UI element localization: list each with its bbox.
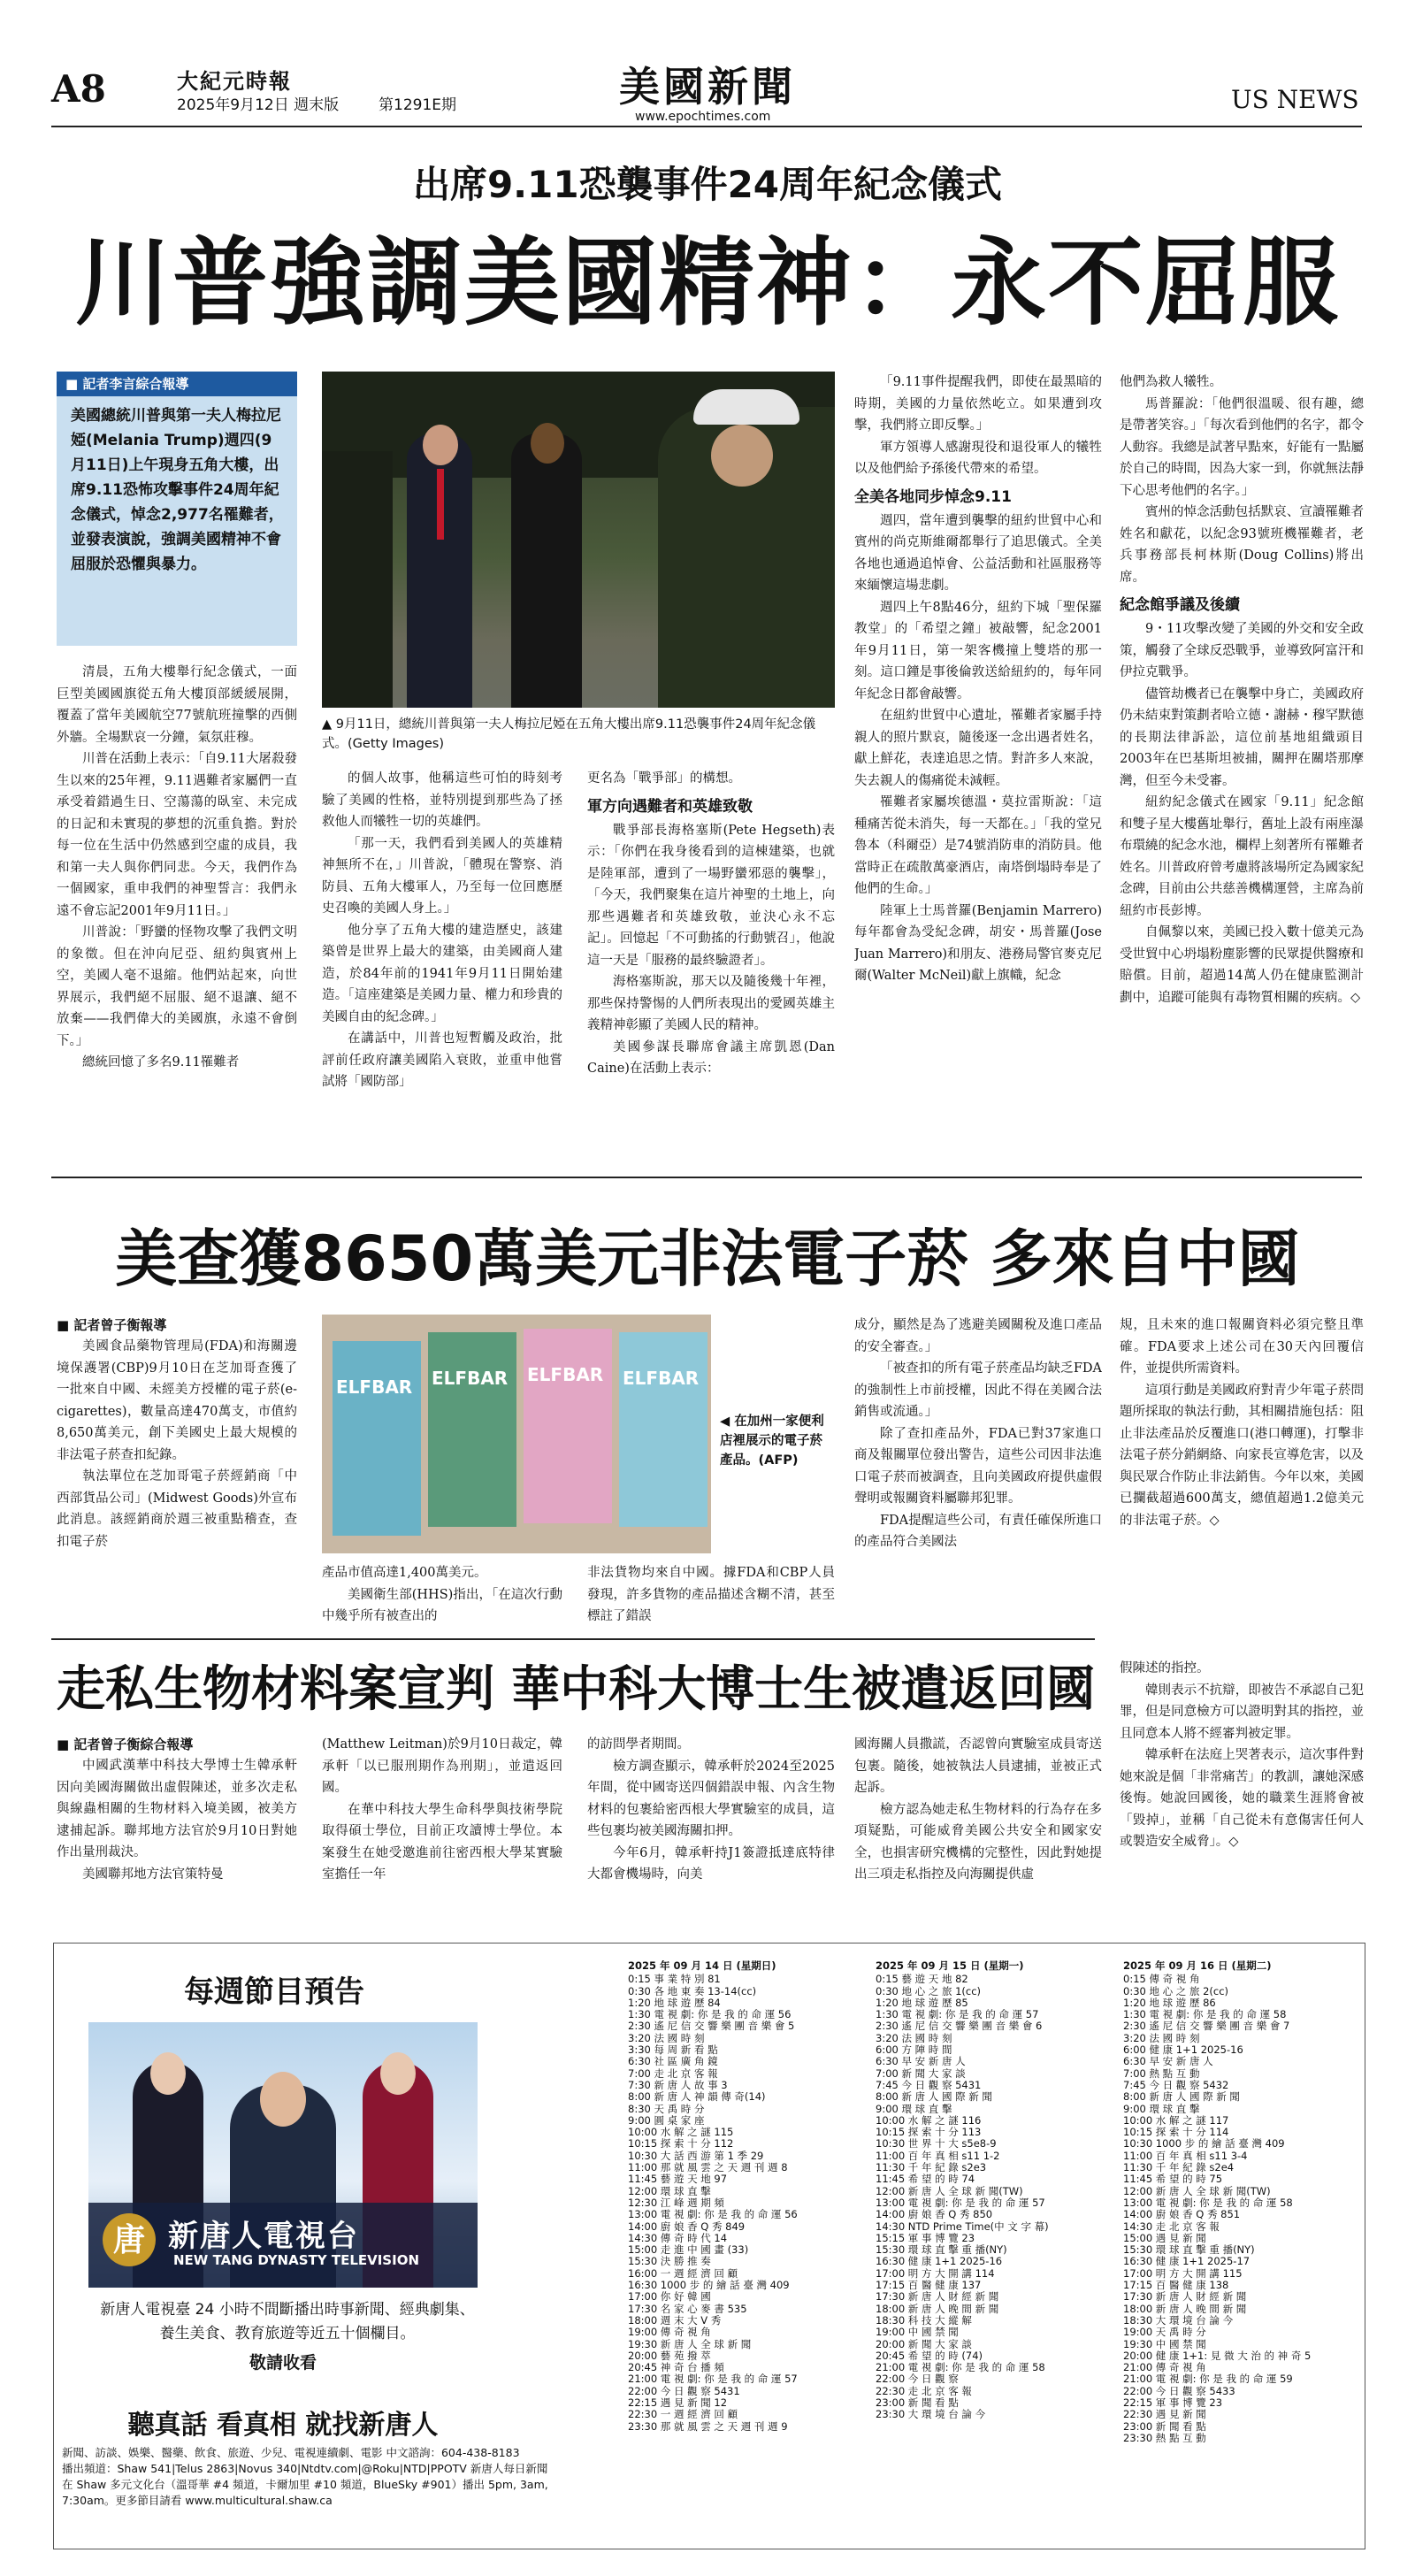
art1-byline: ■ 記者李言綜合報導	[57, 372, 297, 396]
schedule-row: 7:30 新 唐 人 故 事 3	[628, 2078, 728, 2091]
schedule-row: 7:00 新 聞 大 家 談	[876, 2066, 966, 2080]
divider-1	[51, 1177, 1362, 1178]
schedule-row: 18:00 週 末 大 V 秀	[628, 2313, 722, 2327]
art1-col1: 清晨，五角大樓舉行紀念儀式，一面巨型美國國旗從五角大樓頂部緩緩展開，覆蓋了當年美國航空77號航班撞擊的西側外牆。全場默哀一分鐘，氣氛莊穆。 川普在活動上表示：「自9.11大屠殺發生以來的25年裡，9.11遇難者家屬們一直承受着錯過生日、空蕩蕩的臥室、未完成的日記和未實現的夢想的沉重負擔。對於每一位在生活中仍然感到空虛的成員，我和第一夫人與你們同悲。今天，我們作為一個國家，重申我們的神聖誓言：我們永遠不會忘記2001年9月11日。」 川普說：「野蠻的怪物攻擊了我們文明的象徵。但在沖向尼亞、紐約與賓州上空，美國人毫不退縮。他們站起來，向世界展示，我們絕不屈服、絕不退讓、絕不放棄——我們偉大的美國旗，永遠不會倒下。」 總統回憶了多名9.11罹難者	[57, 665, 297, 1070]
header-rule	[51, 126, 1362, 127]
schedule-row: 7:45 今 日 觀 察 5432	[1123, 2078, 1229, 2091]
schedule-row: 8:30 天 禹 時 分	[628, 2102, 705, 2115]
schedule-row: 17:00 明 方 大 開 講 114	[876, 2266, 995, 2280]
art3-col4: 國海關人員撒謊，否認曾向實驗室成員寄送包裹。隨後，她被執法人員逮捕，並被正式起訴。 檢方認為她走私生物材料的行為存在多項疑點，可能威脅美國公共安全和國家安全，也損害研究機構的完整性，因此對她提出三項走私指控及向海關提供虛	[854, 1737, 1102, 1882]
schedule-row: 14:00 廚 娘 香 Q 秀 850	[876, 2208, 993, 2221]
schedule-date: 2025 年 09 月 15 日 (星期一)	[876, 1960, 1024, 1972]
art2-col3: 非法貨物均來自中國。據FDA和CBP人員發現，許多貨物的產品描述含糊不清，甚至標註了錯誤	[587, 1566, 835, 1623]
schedule-day-3	[1123, 1960, 1357, 2491]
schedule-date: 2025 年 09 月 14 日 (星期日)	[628, 1960, 776, 1972]
schedule-row: 1:20 地 球 遊 歷 85	[876, 1996, 968, 2009]
art1-lead-box	[57, 372, 297, 646]
schedule-row: 22:30 走 北 京 客 報	[876, 2384, 972, 2397]
schedule-row: 0:15 傳 奇 視 角	[1123, 1973, 1200, 1986]
schedule-row: 22:00 今 日 觀 察 5431	[628, 2384, 740, 2397]
schedule-row: 19:00 傳 奇 視 角	[628, 2326, 711, 2339]
schedule-row: 22:15 遇 見 新 聞 12	[628, 2396, 728, 2409]
schedule-row: 21:00 電 視 劇: 你 是 我 的 命 運 59	[1123, 2373, 1293, 2386]
schedule-row: 6:00 方 陣 時 間	[876, 2043, 952, 2057]
schedule-row: 2:30 遙 尼 信 交 響 樂 團 音 樂 會 7	[1123, 2020, 1290, 2033]
ad-title: 每週節目預告	[184, 1974, 364, 2010]
schedule-row: 9:00 環 球 直 擊	[876, 2102, 952, 2115]
art2-col4: 成分，顯然是為了逃避美國關稅及進口產品的安全審查。」 「被查扣的所有電子菸產品均缺乏FDA的強制性上市前授權，因此不得在美國合法銷售或流通。」 除了查扣產品外，FDA已對37家進口商及報關單位發出警告，這些公司因非法進口電子菸而被調查，且向美國政府提供虛假聲明或報關資料屬聯邦犯罪。 FDA提醒這些公司，有責任確保所進口的產品符合美國法	[854, 1318, 1102, 1549]
product-label: ELFBAR	[623, 1368, 700, 1389]
art3-col5: 假陳述的指控。 韓則表示不抗辯，即被告不承認自己犯罪，但是同意檢方可以證明對其的指控，並且同意本人將不經審判被定罪。 韓承軒在法庭上哭著表示，這次事件對她來說是個「非常痛苦」的教訓，讓她深感後悔。她說回國後，她的職業生涯將會被「毀掉」，並稱「自己從未有意傷害任何人或製造安全威脅」。◇	[1120, 1661, 1364, 1849]
art3-col2: (Matthew Leitman)於9月10日裁定，韓承軒「以已服刑期作為刑期」，並遣返回國。 在華中科技大學生命科學與技術學院取得碩士學位，目前正攻讀博士學位。本案發生在她受邀進前往密西根大學某實驗室擔任一年	[322, 1737, 562, 1882]
schedule-row: 22:30 遇 見 新 聞	[1123, 2408, 1206, 2421]
ntd-logo-icon: 唐	[103, 2213, 156, 2266]
ad-info: 新聞、訪談、娛樂、醫藥、飲食、旅遊、少兒、電視連續劇、電影 中文諮詢：604-438-8183 播出頻道：Shaw 541|Telus 2863|Novus 340|Ntdtv.com|@Roku|NTD|PPOTV 新唐人每日新聞 在 Shaw 多元文化台（溫哥華 #4 頻道，卡爾加里 #10 頻道，BlueSky #901）播出 5pm, 3am, 7:30am。更多節目請看 www.multicultural.shaw.ca	[62, 2446, 548, 2507]
schedule-row: 10:15 探 索 十 分 113	[876, 2126, 982, 2139]
art1-col4: 「9.11事件提醒我們，即使在最黑暗的時期，美國的力量依然屹立。如果遭到攻擊，我們將立即反擊。」 軍方領導人感謝現役和退役軍人的犧牲以及他們給予孫後代帶來的希望。 全美各地同步悼念9.11 週四，當年遭到襲擊的紐約世貿中心和賓州的尚克斯維爾都舉行了追思儀式。全美各地也通過追悼會、公益活動和社區服務等來緬懷這場悲劇。 週四上午8點46分，紐約下城「聖保羅教堂」的「希望之鐘」被敲響，紀念2001年9月11日，第一架客機撞上雙塔的那一刻。這口鐘是事後倫敦送給紐約的，每年同年紀念日都會敲響。 在紐約世貿中心遺址，罹難者家屬手持親人的照片默哀，隨後逐一念出遇者姓名，獻上鮮花，表達追思之情。對許多人來說，失去親人的傷痛從未減輕。 罹難者家屬埃德溫・莫拉雷斯說：「這種痛苦從未消失，每一天都在。」「我的堂兄魯本（科爾亞）是74號消防車的消防員。他當時正在疏散萬豪酒店，南塔倒塌時奉是了他們的生命。」 陸軍上士馬普羅(Benjamin Marrero)每年都會為受紀念碑，胡安・馬普羅(Jose Juan Marrero)和朋友、港務局警官麥克尼爾(Walter McNeil)獻上旗幟，紀念	[854, 375, 1102, 983]
schedule-row: 22:15 軍 事 博 覽 23	[1123, 2396, 1223, 2409]
schedule-rows	[876, 1974, 1109, 2420]
schedule-row: 21:00 電 視 劇: 你 是 我 的 命 運 58	[876, 2361, 1045, 2374]
schedule-row: 10:00 水 解 之 謎 116	[876, 2113, 982, 2127]
schedule-row: 17:30 名 家 心 麥 書 535	[628, 2302, 747, 2315]
schedule-row: 9:00 環 球 直 擊	[1123, 2102, 1200, 2115]
schedule-row: 23:30 熱 點 互 動	[1123, 2431, 1206, 2444]
schedule-row: 18:30 科 技 大 縱 解	[876, 2313, 972, 2327]
product-label: ELFBAR	[336, 1376, 413, 1398]
schedule-row: 14:00 廚 娘 香 Q 秀 851	[1123, 2208, 1241, 2221]
schedule-row: 1:20 地 球 遊 歷 84	[628, 1996, 721, 2009]
schedule-row: 20:00 新 聞 大 家 談	[876, 2337, 972, 2350]
schedule-row: 6:30 早 安 新 唐 人	[1123, 2055, 1213, 2068]
art3-col3: 的訪問學者期間。 檢方調查顯示，韓承軒於2024至2025年間，從中國寄送四個錯誤申報、內含生物材料的包裹給密西根大學實驗室的成員，這些包裹均被美國海關扣押。 今年6月，韓承軒持J1簽證抵達底特律大都會機場時，向美	[587, 1737, 835, 1882]
schedule-row: 0:30 地 心 之 旅 2(cc)	[1123, 1984, 1229, 1997]
schedule-row: 16:30 1000 步 的 繪 話 臺 灣 409	[628, 2279, 790, 2292]
art1-col2: 的個人故事，他稱這些可怕的時刻考驗了美國的性格，並特別提到那些為了拯救他人而犧牲一切的英雄們。 「那一天，我們看到美國人的英雄精神無所不在，」川普說，「體現在警察、消防員、五角大樓軍人，乃至每一位回應歷史召喚的美國人身上。」 他分享了五角大樓的建造歷史，該建築曾是世界上最大的建築，由美國商人建造，於84年前的1941年9月11日開始建造。「這座建築是美國力量、權力和珍貴的美國自由的紀念碑。」 在講話中，川普也短暫觸及政治，批評前任政府讓美國陷入衰敗，並重申他嘗試將「國防部」	[322, 771, 562, 1089]
ad-photo	[88, 2022, 478, 2288]
schedule-row: 16:30 健 康 1+1 2025-17	[1123, 2255, 1251, 2268]
art3-byline: ■ 記者曾子衡綜合報導	[57, 1736, 194, 1752]
schedule-row: 10:30 世 界 十 大 s5e8-9	[876, 2137, 997, 2150]
schedule-row: 10:00 水 解 之 謎 117	[1123, 2113, 1229, 2127]
subhead-nationwide: 全美各地同步悼念9.11	[854, 487, 1012, 506]
schedule-row: 14:30 傳 奇 時 代 14	[628, 2231, 728, 2244]
product-label: ELFBAR	[432, 1368, 509, 1389]
schedule-row: 18:00 新 唐 人 晚 間 新 聞	[876, 2302, 999, 2315]
schedule-row: 13:00 電 視 劇: 你 是 我 的 命 運 57	[876, 2196, 1045, 2209]
art1-lead: 美國總統川普與第一夫人梅拉尼婭(Melania Trump)週四(9月11日)上午現身五角大樓，出席9.11恐怖攻擊事件24周年紀念儀式，悼念2,977名罹難者，並發表演說，強調美國精神不會屈服於恐懼與暴力。	[71, 407, 284, 573]
schedule-row: 11:30 千 年 紀 錄 s2e4	[1123, 2161, 1235, 2174]
schedule-row: 22:30 一 週 經 濟 回 顧	[628, 2408, 738, 2421]
schedule-row: 23:30 大 環 境 台 論 今	[876, 2408, 986, 2421]
schedule-row: 15:15 軍 事 博 覽 23	[876, 2231, 975, 2244]
schedule-row: 14:00 廚 娘 香 Q 秀 849	[628, 2220, 746, 2233]
schedule-row: 7:00 熱 點 互 動	[1123, 2066, 1200, 2080]
schedule-row: 22:00 今 日 觀 察 5433	[1123, 2384, 1235, 2397]
schedule-row: 15:30 環 球 直 擊 重 播(NY)	[876, 2243, 1007, 2257]
issue-number: 第1291E期	[379, 96, 457, 114]
schedule-row: 19:30 新 唐 人 全 球 新 聞	[628, 2337, 752, 2350]
schedule-row: 11:45 希 望 的 時 74	[876, 2173, 975, 2186]
schedule-row: 15:00 走 進 中 國 畫 (33)	[628, 2243, 749, 2257]
page-number: A8	[51, 67, 106, 111]
schedule-row: 17:15 百 醫 健 康 138	[1123, 2279, 1229, 2292]
art1-headline: 川普強調美國精神：永不屈服	[74, 227, 1340, 339]
paper-name: 大紀元時報	[177, 68, 292, 94]
schedule-row: 15:30 環 球 直 擊 重 播(NY)	[1123, 2243, 1255, 2257]
schedule-row: 15:00 遇 見 新 聞	[1123, 2231, 1206, 2244]
schedule-row: 18:00 新 唐 人 晚 間 新 聞	[1123, 2302, 1247, 2315]
schedule-row: 23:00 新 聞 看 點	[1123, 2419, 1206, 2433]
issue-date: 2025年9月12日 週末版	[177, 96, 340, 114]
art2-caption: ◀ 在加州一家便利店裡展示的電子菸產品。(AFP)	[720, 1414, 824, 1468]
art1-kicker: 出席9.11恐襲事件24周年紀念儀式	[412, 163, 1003, 206]
schedule-row: 11:45 希 望 的 時 75	[1123, 2173, 1223, 2186]
schedule-row: 21:00 傳 奇 視 角	[1123, 2361, 1206, 2374]
schedule-row: 15:30 決 勝 推 奏	[628, 2255, 711, 2268]
art1-photo	[322, 372, 835, 708]
schedule-row: 1:20 地 球 遊 歷 86	[1123, 1996, 1216, 2009]
schedule-row: 23:00 新 聞 看 點	[876, 2396, 959, 2409]
schedule-row: 13:00 電 視 劇: 你 是 我 的 命 運 56	[628, 2208, 798, 2221]
schedule-row: 12:00 新 唐 人 全 球 新 聞(TW)	[876, 2184, 1023, 2197]
schedule-day-2	[876, 1960, 1109, 2491]
schedule-row: 20:00 藝 苑 撥 萃	[628, 2349, 711, 2362]
art2-col1: ■ 記者曾子衡報導 美國食品藥物管理局(FDA)和海關邊境保護署(CBP)9月10日在芝加哥查獲了一批來自中國、未經美方授權的電子菸(e-cigarettes)，數量高達470萬支，市值約8,650萬美元，創下美國史上最大規模的非法電子菸查扣紀錄。 執法單位在芝加哥電子菸經銷商「中西部貨品公司」(Midwest Goods)外宣布此消息。該經銷商於週三被重點稽查，查扣電子菸	[57, 1315, 297, 1624]
schedule-row: 7:45 今 日 觀 察 5431	[876, 2078, 982, 2091]
art2-byline: ■ 記者曾子衡報導	[57, 1317, 167, 1333]
schedule-row: 3:20 法 國 時 刻	[1123, 2031, 1200, 2044]
ad-watch: 敬請收看	[249, 2353, 317, 2373]
subhead-military: 軍方向遇難者和英雄致敬	[587, 797, 753, 816]
schedule-row: 11:45 藝 遊 天 地 97	[628, 2173, 728, 2186]
schedule-row: 1:30 電 視 劇: 你 是 我 的 命 運 58	[1123, 2008, 1287, 2021]
schedule-row: 17:00 明 方 大 開 講 115	[1123, 2266, 1243, 2280]
subhead-memorial: 紀念館爭議及後續	[1120, 596, 1240, 614]
schedule-row: 22:00 今 日 觀 察	[876, 2373, 959, 2386]
schedule-row: 8:00 新 唐 人 神 韻 傳 奇(14)	[628, 2090, 766, 2104]
art1-col5: 他們為救人犧牲。 馬普羅說：「他們很溫暖、很有趣，總是帶著笑容。」「每次看到他們的名字，都令人動容。我總是試著早點來，好能有一點屬於自己的時間，因為大家一到，你就無法靜下心思考他們的名字。」 賓州的悼念活動包括默哀、宣讀罹難者姓名和獻花，以紀念93號班機罹難者，老兵事務部長柯林斯(Doug Collins)將出席。 紀念館爭議及後續 9・11攻擊改變了美國的外交和安全政策，觸發了全球反恐戰爭，並導致阿富汗和伊拉克戰爭。 儘管劫機者已在襲擊中身亡，美國政府仍未結束對策劃者哈立德・謝赫・穆罕默德的長期法律訴訟，這位前基地組織頭目2003年在巴基斯坦被捕，關押在關塔那摩灣，但至今未受審。 紐約紀念儀式在國家「9.11」紀念館和雙子星大樓舊址舉行，舊址上設有兩座瀑布環繞的紀念水池，欄桿上刻著所有罹難者姓名。川普政府曾考慮將該場所定為國家紀念碑，目前由公共慈善機構運營，主席為前紐約市長彭博。 自佩黎以來，美國已投入數十億美元為受世貿中心坍塌粉塵影響的民眾提供醫療和賠償。目前，超過14萬人仍在健康監測計劃中，追蹤可能與有毒物質相關的疾病。◇	[1120, 375, 1364, 1005]
schedule-row: 2:30 遙 尼 信 交 響 樂 團 音 樂 會 5	[628, 2020, 795, 2033]
schedule-row: 1:30 電 視 劇: 你 是 我 的 命 運 57	[876, 2008, 1039, 2021]
schedule-row: 10:30 1000 步 的 繪 話 臺 灣 409	[1123, 2137, 1285, 2150]
product-label: ELFBAR	[527, 1364, 604, 1385]
schedule-row: 20:45 神 奇 台 播 頻	[628, 2361, 724, 2374]
schedule-row: 6:00 健 康 1+1 2025-16	[1123, 2043, 1243, 2057]
schedule-row: 19:00 天 禹 時 分	[1123, 2326, 1206, 2339]
ad-slogan: 聽真話 看真相 就找新唐人	[127, 2410, 439, 2441]
schedule-row: 13:00 電 視 劇: 你 是 我 的 命 運 58	[1123, 2196, 1293, 2209]
schedule-row: 7:00 走 北 京 客 報	[628, 2066, 718, 2080]
schedule-rows	[628, 1974, 861, 2433]
schedule-row: 19:00 中 國 禁 聞	[876, 2326, 959, 2339]
schedule-row: 3:20 法 國 時 刻	[876, 2031, 952, 2044]
art3-col1: ■ 記者曾子衡綜合報導 中國武漢華中科技大學博士生韓承軒因向美國海關做出虛假陳述，並多次走私與線蟲相關的生物材料入境美國，被美方逮捕起訴。聯邦地方法官於9月10日對她作出量刑裁決。 美國聯邦地方法官策特曼	[57, 1734, 297, 1928]
schedule-row: 17:30 新 唐 人 財 經 新 聞	[876, 2290, 999, 2304]
schedule-row: 11:00 百 年 真 相 s11 1-2	[876, 2149, 1000, 2162]
schedule-row: 0:15 事 業 特 別 81	[628, 1973, 721, 1986]
ntd-logo-cn: 新唐人電視台	[168, 2219, 359, 2254]
divider-2	[51, 1638, 1095, 1640]
schedule-row: 10:30 大 話 西 游 第 1 季 29	[628, 2149, 764, 2162]
schedule-row: 8:00 新 唐 人 國 際 新 聞	[876, 2090, 992, 2104]
art2-col5: 規，且未來的進口報關資料必須完整且準確。FDA要求上述公司在30天內回覆信件，並提供所需資料。 這項行動是美國政府對青少年電子菸問題所採取的執法行動，其相關措施包括：阻止非法產品於反覆進口(港口轉運)，打擊非法電子菸分銷網絡、向家長宣導危害，以及與民眾合作防止非法銷售。今年以來，美國已攔截超過600萬支，總值超過1.2億美元的非法電子菸。◇	[1120, 1318, 1364, 1528]
section-title: 美國新聞	[619, 63, 796, 111]
art2-col2: 產品市值高達1,400萬美元。 美國衛生部(HHS)指出，「在這次行動中幾乎所有被查出的	[322, 1566, 562, 1623]
schedule-row: 6:30 早 安 新 唐 人	[876, 2055, 966, 2068]
schedule-row: 16:30 健 康 1+1 2025-16	[876, 2255, 1003, 2268]
schedule-row: 1:30 電 視 劇: 你 是 我 的 命 運 56	[628, 2008, 792, 2021]
schedule-row: 11:00 那 就 風 雲 之 天 週 刊 週 8	[628, 2161, 788, 2174]
schedule-row: 14:30 NTD Prime Time(中 文 字 幕)	[876, 2220, 1049, 2233]
schedule-row: 10:15 探 索 十 分 114	[1123, 2126, 1229, 2139]
schedule-row: 10:00 水 解 之 謎 115	[628, 2126, 734, 2139]
person-melania	[511, 433, 582, 708]
schedule-row: 12:00 新 唐 人 全 球 新 聞(TW)	[1123, 2184, 1271, 2197]
schedule-row: 23:30 那 就 風 雲 之 天 週 刊 週 9	[628, 2419, 788, 2433]
schedule-row: 3:30 每 周 新 看 點	[628, 2043, 718, 2057]
schedule-row: 0:30 地 心 之 旅 1(cc)	[876, 1984, 982, 1997]
schedule-rows	[1123, 1974, 1357, 2444]
schedule-row: 17:00 你 好 韓 國	[628, 2290, 711, 2304]
art1-col3: 更名為「戰爭部」的構想。 軍方向遇難者和英雄致敬 戰爭部長海格塞斯(Pete Hegseth)表示：「你們在我身後看到的這棟建築，也就是陸軍部，遭到了一場野蠻邪惡的襲擊」，「今天，我們聚集在這片神聖的土地上，向那些遇難者和英雄致敬，並決心永不忘記」。回憶起「不可動搖的行動號召」，他說這一天是「服務的最終驗證者」。 海格塞斯說，那天以及隨後幾十年裡，那些保持警惕的人們所表現出的愛國英雄主義精神彰顯了美國人民的精神。 美國參謀長聯席會議主席凱恩(Dan Caine)在活動上表示：	[587, 771, 835, 1076]
schedule-row: 12:30 江 峰 週 期 頻	[628, 2196, 724, 2209]
schedule-row: 18:30 大 環 境 台 論 今	[1123, 2313, 1234, 2327]
schedule-row: 16:00 一 週 經 濟 回 顧	[628, 2266, 738, 2280]
schedule-row: 19:30 中 國 禁 聞	[1123, 2337, 1206, 2350]
schedule-row: 11:00 百 年 真 相 s11 3-4	[1123, 2149, 1248, 2162]
schedule-date: 2025 年 09 月 16 日 (星期二)	[1123, 1960, 1272, 1972]
schedule-day-1	[628, 1960, 861, 2491]
schedule-row: 10:15 探 索 十 分 112	[628, 2137, 734, 2150]
schedule-row: 12:00 環 球 直 擊	[628, 2184, 711, 2197]
schedule-row: 11:30 千 年 紀 錄 s2e3	[876, 2161, 987, 2174]
schedule-row: 17:15 百 醫 健 康 137	[876, 2279, 982, 2292]
schedule-row: 20:00 健 康 1+1: 見 微 大 治 的 神 奇 5	[1123, 2349, 1312, 2362]
schedule-row: 0:15 藝 遊 天 地 82	[876, 1973, 968, 1986]
schedule-row: 8:00 新 唐 人 國 際 新 聞	[1123, 2090, 1240, 2104]
schedule-row: 6:30 社 區 廣 角 鏡	[628, 2055, 718, 2068]
schedule-row: 0:30 各 地 東 奏 13-14(cc)	[628, 1984, 757, 1997]
schedule-row: 21:00 電 視 劇: 你 是 我 的 命 運 57	[628, 2373, 798, 2386]
art1-caption: ▲ 9月11日，總統川普與第一夫人梅拉尼婭在五角大樓出席9.11恐襲事件24周年紀念儀式。(Getty Images)	[322, 717, 816, 751]
ntd-logo-en: NEW TANG DYNASTY TELEVISION	[173, 2252, 419, 2268]
section-english: US NEWS	[1231, 85, 1359, 114]
ad-description: 新唐人電視臺 24 小時不間斷播出時事新聞、經典劇集、養生美食、教育旅遊等近五十個欄目。	[100, 2301, 475, 2342]
art2-photo	[322, 1315, 711, 1553]
website-url[interactable]: www.epochtimes.com	[635, 110, 771, 124]
schedule-row: 14:30 走 北 京 客 報	[1123, 2220, 1220, 2233]
schedule-row: 2:30 遙 尼 信 交 響 樂 團 音 樂 會 6	[876, 2020, 1043, 2033]
schedule-row: 9:00 圓 桌 家 座	[628, 2113, 705, 2127]
art2-headline: 美查獲8650萬美元非法電子菸 多來自中國	[115, 1223, 1300, 1295]
art3-headline: 走私生物材料案宣判 華中科大博士生被遣返回國	[57, 1660, 1096, 1717]
schedule-row: 17:30 新 唐 人 財 經 新 聞	[1123, 2290, 1247, 2304]
schedule-row: 20:45 希 望 的 時 (74)	[876, 2349, 983, 2362]
schedule-row: 3:20 法 國 時 刻	[628, 2031, 705, 2044]
